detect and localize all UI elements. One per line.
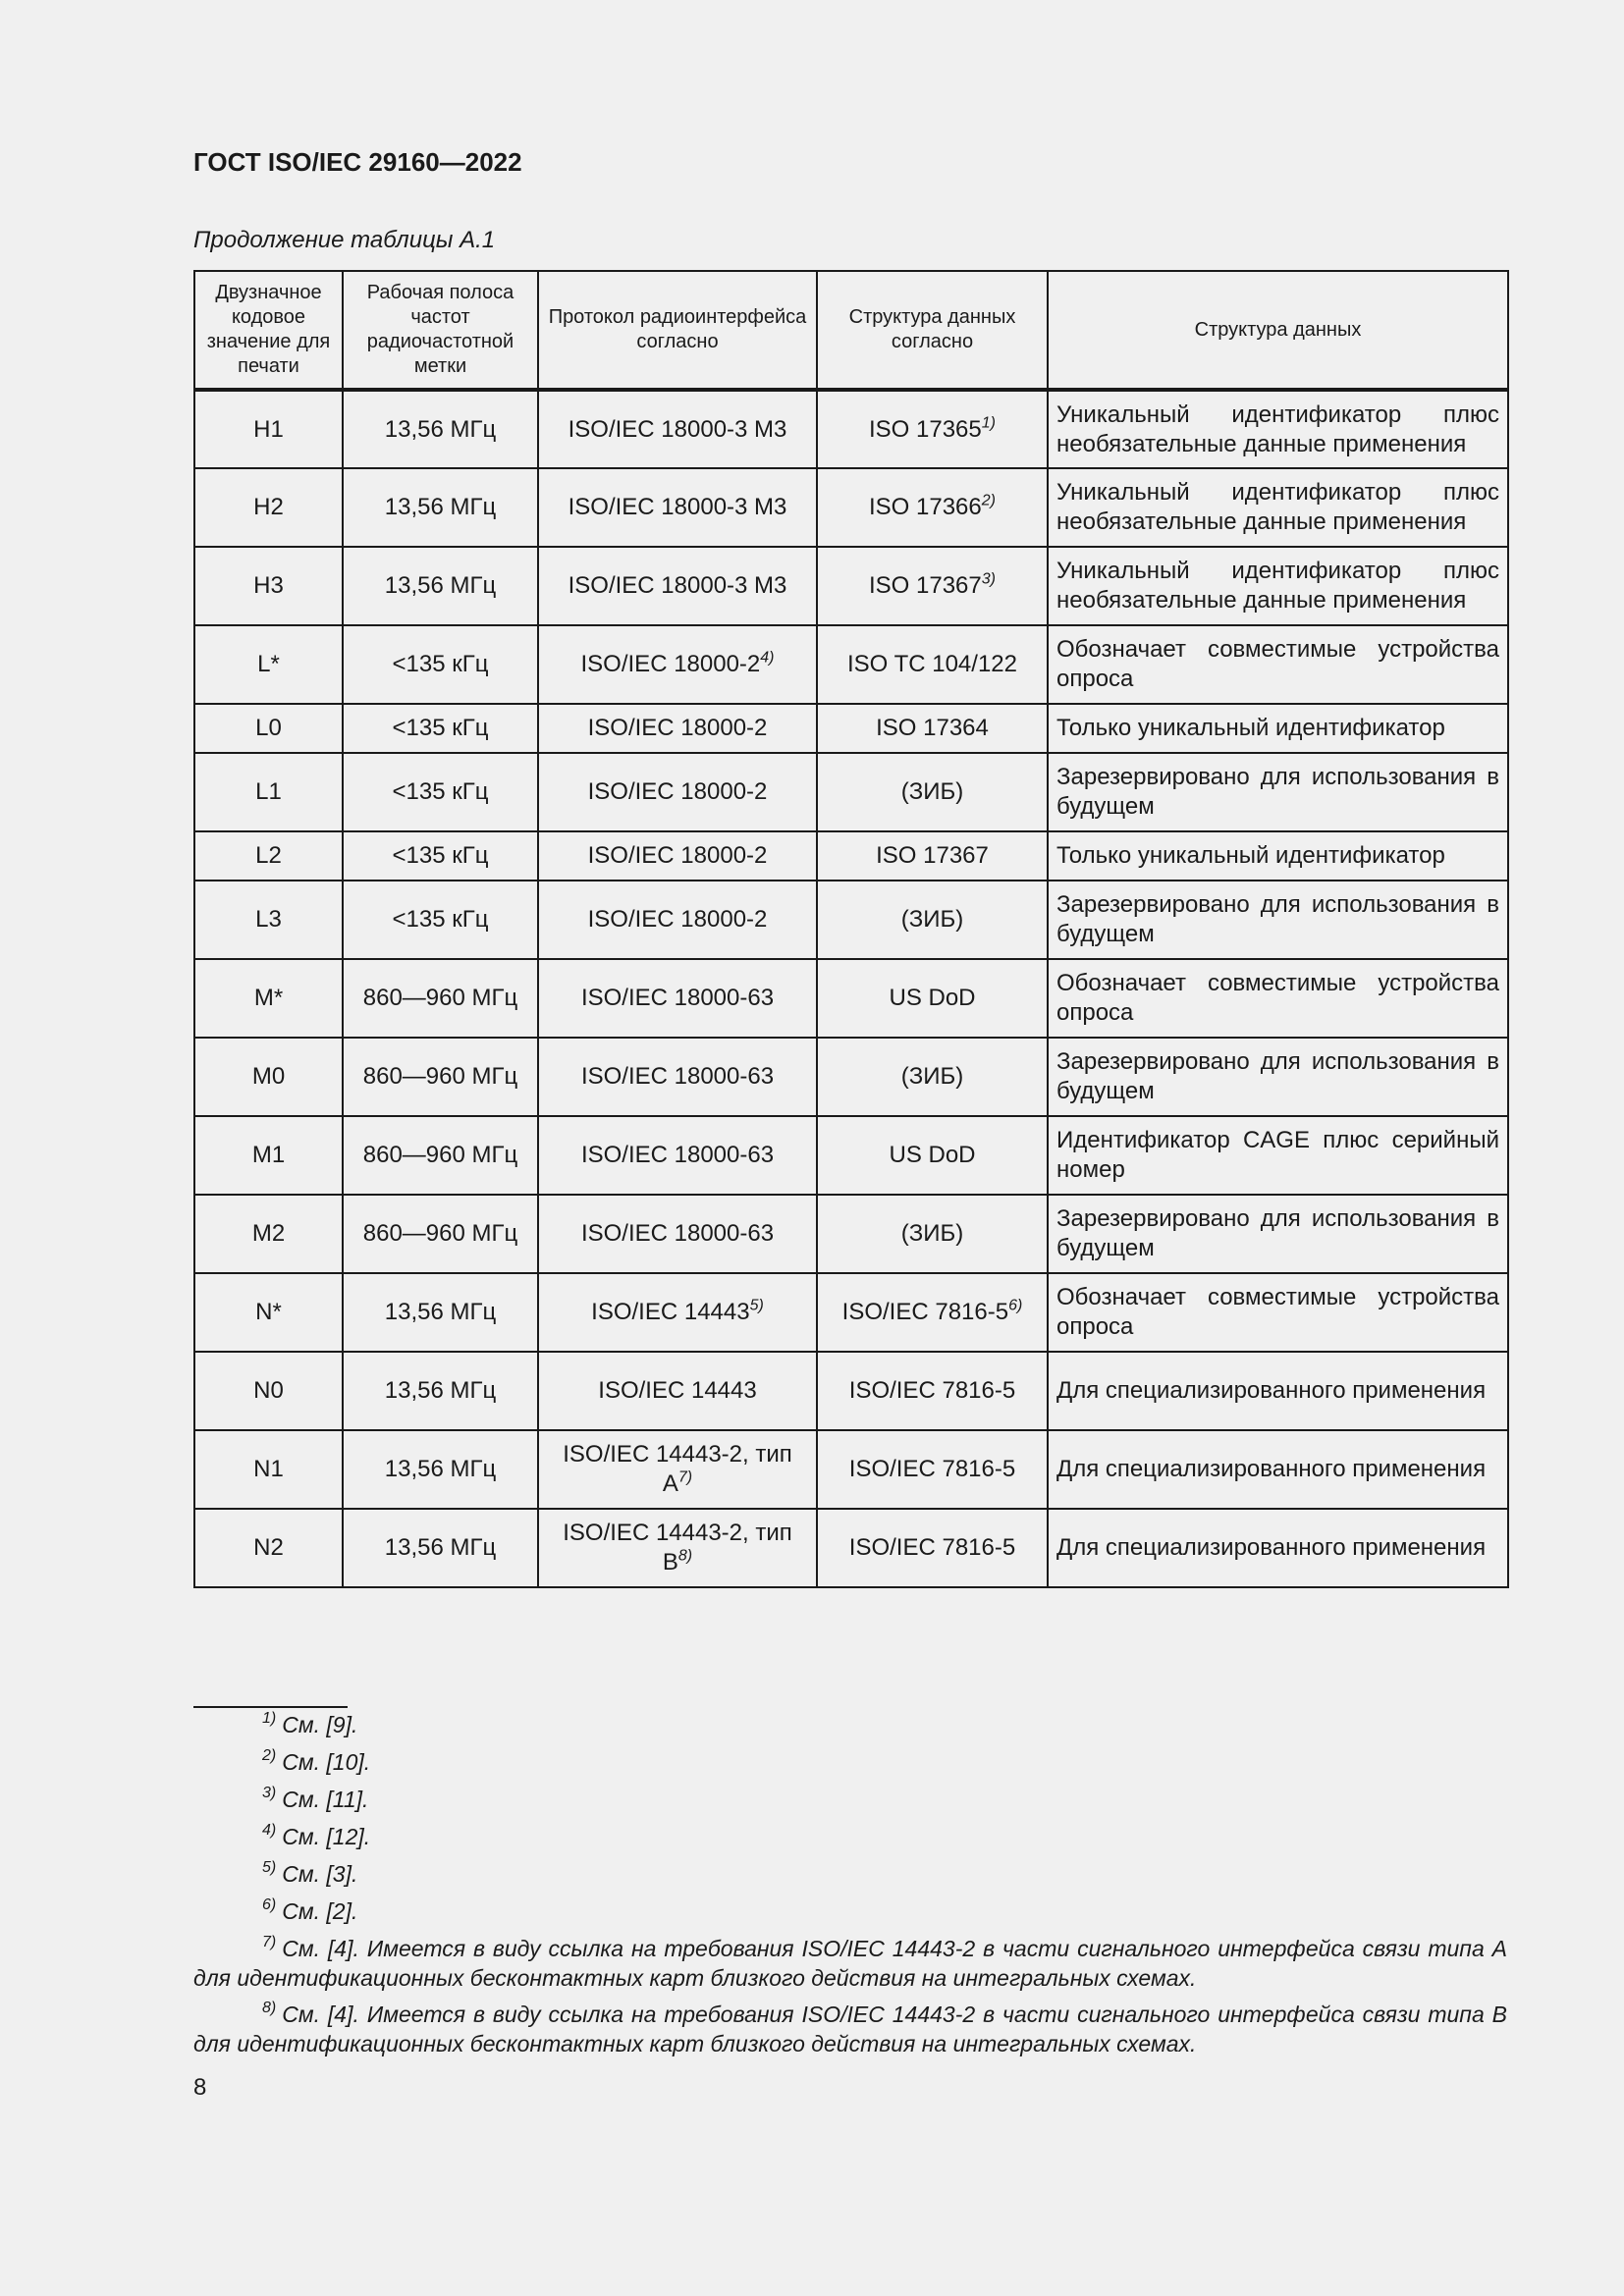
protocol-value: ISO/IEC 18000-63 bbox=[580, 1220, 775, 1247]
description-value: Зарезервировано для использования в будущем bbox=[1056, 764, 1499, 820]
structure-value: ISO/IEC 7816-5 bbox=[848, 1456, 1016, 1482]
footnote bbox=[193, 2000, 1507, 2058]
footnote bbox=[193, 1859, 1507, 1889]
structure-value: ISO/IEC 7816-5 bbox=[848, 1534, 1016, 1561]
description-value: Зарезервировано для использования в будущем bbox=[1056, 1048, 1499, 1104]
cell-description bbox=[1048, 1273, 1508, 1352]
protocol-footnote-ref: 5) bbox=[749, 1297, 764, 1314]
code-value: N2 bbox=[253, 1534, 284, 1561]
protocol-value: ISO/IEC 18000-2 bbox=[580, 651, 761, 677]
cell-structure bbox=[817, 547, 1048, 625]
cell-code bbox=[194, 1195, 343, 1273]
footnote-text: См. [12]. bbox=[282, 1824, 371, 1849]
structure-value: ISO 17365 bbox=[869, 415, 982, 443]
cell-protocol bbox=[538, 959, 817, 1038]
cell-code bbox=[194, 1116, 343, 1195]
band-value: 860—960 МГц bbox=[362, 985, 518, 1011]
cell-protocol bbox=[538, 1509, 817, 1587]
cell-structure bbox=[817, 1273, 1048, 1352]
footnote bbox=[193, 1785, 1507, 1814]
table-row bbox=[194, 1116, 1508, 1195]
cell-code bbox=[194, 1273, 343, 1352]
cell-band bbox=[343, 704, 538, 753]
description-value: Только уникальный идентификатор bbox=[1056, 842, 1445, 869]
description-value: Уникальный идентификатор плюс необязательные данные применения bbox=[1056, 400, 1499, 457]
code-value: H3 bbox=[253, 572, 284, 599]
protocol-footnote-ref: 8) bbox=[677, 1547, 693, 1565]
band-value: 13,56 МГц bbox=[384, 494, 497, 520]
cell-description bbox=[1048, 1195, 1508, 1273]
code-value: M0 bbox=[251, 1063, 286, 1090]
footnote-mark: 2) bbox=[262, 1747, 277, 1765]
footnote-separator bbox=[193, 1706, 348, 1708]
cell-protocol bbox=[538, 704, 817, 753]
code-value: N1 bbox=[253, 1456, 284, 1482]
band-value: <135 кГц bbox=[392, 651, 489, 677]
band-value: <135 кГц bbox=[392, 778, 489, 805]
band-value: 13,56 МГц bbox=[384, 1456, 497, 1482]
protocol-value: ISO/IEC 14443-2, тип В bbox=[563, 1520, 792, 1575]
structure-value: ISO 17367 bbox=[869, 572, 982, 599]
cell-protocol bbox=[538, 625, 817, 704]
protocol-value: ISO/IEC 14443 bbox=[598, 1377, 757, 1404]
data-table bbox=[193, 270, 1509, 1588]
table-row bbox=[194, 390, 1508, 468]
band-value: 13,56 МГц bbox=[384, 572, 497, 599]
cell-protocol bbox=[538, 1430, 817, 1509]
table-row bbox=[194, 753, 1508, 831]
footnote-mark: 8) bbox=[262, 2000, 277, 2017]
protocol-footnote-ref: 7) bbox=[677, 1468, 693, 1486]
footnote-text: См. [3]. bbox=[282, 1861, 358, 1887]
cell-description bbox=[1048, 1116, 1508, 1195]
cell-band bbox=[343, 1273, 538, 1352]
cell-band bbox=[343, 547, 538, 625]
description-value: Для специализированного применения bbox=[1056, 1534, 1487, 1561]
footnote-text: См. [2]. bbox=[282, 1898, 358, 1924]
structure-footnote-ref: 1) bbox=[981, 413, 996, 431]
cell-structure bbox=[817, 1509, 1048, 1587]
cell-protocol bbox=[538, 1273, 817, 1352]
table-row bbox=[194, 1509, 1508, 1587]
structure-value: US DoD bbox=[889, 985, 976, 1011]
cell-protocol bbox=[538, 1116, 817, 1195]
cell-code bbox=[194, 959, 343, 1038]
column-header-structure-standard: Структура данных согласно bbox=[817, 271, 1048, 390]
cell-band bbox=[343, 1116, 538, 1195]
footnote-text: См. [9]. bbox=[282, 1712, 358, 1737]
cell-band bbox=[343, 959, 538, 1038]
cell-band bbox=[343, 1430, 538, 1509]
description-value: Обозначает совместимые устройства опроса bbox=[1056, 970, 1499, 1026]
band-value: <135 кГц bbox=[392, 842, 489, 869]
table-row bbox=[194, 881, 1508, 959]
code-value: L0 bbox=[255, 715, 282, 741]
protocol-value: ISO/IEC 18000-2 bbox=[587, 715, 768, 741]
cell-structure bbox=[817, 1116, 1048, 1195]
document-code: ГОСТ ISO/IEC 29160—2022 bbox=[193, 147, 522, 177]
description-value: Зарезервировано для использования в будущем bbox=[1056, 1205, 1499, 1261]
cell-code bbox=[194, 625, 343, 704]
footnote-mark: 3) bbox=[262, 1785, 277, 1802]
cell-description bbox=[1048, 468, 1508, 547]
structure-footnote-ref: 2) bbox=[981, 492, 996, 509]
structure-value: ISO 17366 bbox=[869, 494, 982, 520]
structure-value: (ЗИБ) bbox=[900, 906, 964, 933]
cell-band bbox=[343, 1509, 538, 1587]
cell-band bbox=[343, 1195, 538, 1273]
cell-description bbox=[1048, 390, 1508, 468]
cell-structure bbox=[817, 1430, 1048, 1509]
cell-description bbox=[1048, 625, 1508, 704]
table-row bbox=[194, 547, 1508, 625]
code-value: L2 bbox=[255, 842, 282, 869]
protocol-value: ISO/IEC 18000-63 bbox=[580, 1063, 775, 1090]
footnote bbox=[193, 1934, 1507, 1993]
band-value: 13,56 МГц bbox=[384, 1299, 497, 1325]
code-value: L1 bbox=[255, 778, 282, 805]
footnote-mark: 1) bbox=[262, 1710, 277, 1728]
cell-code bbox=[194, 753, 343, 831]
band-value: 860—960 МГц bbox=[362, 1142, 518, 1168]
table-row bbox=[194, 625, 1508, 704]
cell-band bbox=[343, 1352, 538, 1430]
code-value: L3 bbox=[255, 906, 282, 933]
code-value: N* bbox=[255, 1299, 282, 1325]
page-number: 8 bbox=[193, 2074, 207, 2101]
table-row bbox=[194, 959, 1508, 1038]
cell-band bbox=[343, 831, 538, 881]
cell-code bbox=[194, 881, 343, 959]
table-row bbox=[194, 1352, 1508, 1430]
cell-code bbox=[194, 1430, 343, 1509]
table-row bbox=[194, 468, 1508, 547]
cell-structure bbox=[817, 1352, 1048, 1430]
cell-structure bbox=[817, 881, 1048, 959]
protocol-value: ISO/IEC 18000-2 bbox=[587, 842, 768, 869]
description-value: Уникальный идентификатор плюс необязательные данные применения bbox=[1056, 479, 1499, 535]
description-value: Для специализированного применения bbox=[1056, 1456, 1487, 1482]
table-body bbox=[194, 390, 1508, 1587]
cell-code bbox=[194, 831, 343, 881]
cell-description bbox=[1048, 547, 1508, 625]
table-row bbox=[194, 1273, 1508, 1352]
code-value: M* bbox=[253, 985, 284, 1011]
column-header-code: Двузначное кодовое значение для печати bbox=[194, 271, 343, 390]
footnote bbox=[193, 1896, 1507, 1926]
table-caption: Продолжение таблицы А.1 bbox=[193, 227, 496, 253]
cell-structure bbox=[817, 1038, 1048, 1116]
cell-protocol bbox=[538, 468, 817, 547]
description-value: Обозначает совместимые устройства опроса bbox=[1056, 636, 1499, 692]
footnote-text: См. [10]. bbox=[282, 1749, 371, 1775]
cell-structure bbox=[817, 1195, 1048, 1273]
cell-protocol bbox=[538, 1038, 817, 1116]
band-value: <135 кГц bbox=[392, 715, 489, 741]
band-value: <135 кГц bbox=[392, 906, 489, 933]
cell-code bbox=[194, 1038, 343, 1116]
code-value: N0 bbox=[253, 1377, 284, 1404]
cell-band bbox=[343, 881, 538, 959]
code-value: M2 bbox=[251, 1220, 286, 1247]
cell-structure bbox=[817, 704, 1048, 753]
protocol-value: ISO/IEC 18000-2 bbox=[587, 906, 768, 933]
structure-footnote-ref: 3) bbox=[981, 570, 996, 588]
band-value: 13,56 МГц bbox=[384, 1377, 497, 1404]
column-header-protocol: Протокол радиоинтерфейса согласно bbox=[538, 271, 817, 390]
code-value: H2 bbox=[253, 494, 284, 520]
band-value: 860—960 МГц bbox=[362, 1063, 518, 1090]
structure-value: US DoD bbox=[889, 1142, 976, 1168]
cell-code bbox=[194, 547, 343, 625]
code-value: M1 bbox=[251, 1142, 286, 1168]
structure-value: ISO TC 104/122 bbox=[847, 651, 1017, 677]
protocol-footnote-ref: 4) bbox=[760, 649, 775, 667]
table-header-row bbox=[194, 271, 1508, 390]
description-value: Только уникальный идентификатор bbox=[1056, 715, 1445, 741]
code-value: H1 bbox=[253, 415, 284, 443]
cell-code bbox=[194, 468, 343, 547]
structure-value: (ЗИБ) bbox=[900, 1063, 964, 1090]
code-value: L* bbox=[257, 651, 280, 677]
description-value: Уникальный идентификатор плюс необязательные данные применения bbox=[1056, 558, 1499, 614]
cell-structure bbox=[817, 625, 1048, 704]
cell-description bbox=[1048, 704, 1508, 753]
structure-value: ISO 17367 bbox=[876, 842, 989, 869]
structure-value: (ЗИБ) bbox=[900, 778, 964, 805]
description-value: Обозначает совместимые устройства опроса bbox=[1056, 1284, 1499, 1340]
structure-value: ISO 17364 bbox=[876, 715, 989, 741]
cell-description bbox=[1048, 881, 1508, 959]
protocol-value: ISO/IEC 18000-3 M3 bbox=[568, 572, 787, 599]
structure-value: ISO/IEC 7816-5 bbox=[841, 1299, 1009, 1325]
cell-band bbox=[343, 468, 538, 547]
footnote-mark: 7) bbox=[262, 1934, 277, 1951]
cell-description bbox=[1048, 753, 1508, 831]
description-value: Зарезервировано для использования в будущем bbox=[1056, 891, 1499, 947]
protocol-value: ISO/IEC 18000-3 M3 bbox=[568, 415, 787, 443]
band-value: 13,56 МГц bbox=[384, 415, 497, 443]
description-value: Для специализированного применения bbox=[1056, 1377, 1487, 1404]
cell-protocol bbox=[538, 831, 817, 881]
cell-description bbox=[1048, 1038, 1508, 1116]
footnote-text: См. [4]. Имеется в виду ссылка на требования ISO/IEC 14443-2 в части сигнального интерфейса связи типа В для идентификационных бесконтактных карт близкого действия на интегральных схемах. bbox=[193, 2002, 1507, 2056]
footnote-text: См. [4]. Имеется в виду ссылка на требования ISO/IEC 14443-2 в части сигнального интерфейса связи типа А для идентификационных бесконтактных карт близкого действия на интегральных схемах. bbox=[193, 1936, 1507, 1991]
cell-code bbox=[194, 1352, 343, 1430]
cell-code bbox=[194, 390, 343, 468]
cell-protocol bbox=[538, 390, 817, 468]
cell-protocol bbox=[538, 881, 817, 959]
cell-code bbox=[194, 704, 343, 753]
cell-description bbox=[1048, 831, 1508, 881]
column-header-data-structure: Структура данных bbox=[1048, 271, 1508, 390]
cell-structure bbox=[817, 959, 1048, 1038]
protocol-value: ISO/IEC 14443 bbox=[591, 1299, 750, 1325]
table-row bbox=[194, 704, 1508, 753]
cell-protocol bbox=[538, 753, 817, 831]
structure-value: (ЗИБ) bbox=[900, 1220, 964, 1247]
description-value: Идентификатор CAGE плюс серийный номер bbox=[1056, 1127, 1499, 1183]
cell-description bbox=[1048, 1430, 1508, 1509]
cell-band bbox=[343, 1038, 538, 1116]
band-value: 13,56 МГц bbox=[384, 1534, 497, 1561]
cell-description bbox=[1048, 1352, 1508, 1430]
cell-protocol bbox=[538, 547, 817, 625]
footnote-mark: 6) bbox=[262, 1896, 277, 1914]
structure-footnote-ref: 6) bbox=[1008, 1297, 1023, 1314]
cell-band bbox=[343, 390, 538, 468]
protocol-value: ISO/IEC 18000-63 bbox=[580, 1142, 775, 1168]
cell-description bbox=[1048, 1509, 1508, 1587]
cell-structure bbox=[817, 753, 1048, 831]
footnote-mark: 4) bbox=[262, 1822, 277, 1840]
protocol-value: ISO/IEC 14443-2, тип А bbox=[563, 1441, 792, 1497]
footnote-mark: 5) bbox=[262, 1859, 277, 1877]
cell-protocol bbox=[538, 1195, 817, 1273]
footnote bbox=[193, 1710, 1507, 1739]
cell-structure bbox=[817, 831, 1048, 881]
table-row bbox=[194, 1430, 1508, 1509]
footnote bbox=[193, 1747, 1507, 1777]
cell-protocol bbox=[538, 1352, 817, 1430]
table-row bbox=[194, 1195, 1508, 1273]
column-header-band: Рабочая полоса частот радиочастотной метки bbox=[343, 271, 538, 390]
cell-structure bbox=[817, 468, 1048, 547]
protocol-value: ISO/IEC 18000-2 bbox=[587, 778, 768, 805]
footnote-text: См. [11]. bbox=[282, 1787, 369, 1812]
structure-value: ISO/IEC 7816-5 bbox=[848, 1377, 1016, 1404]
cell-band bbox=[343, 753, 538, 831]
footnotes-list bbox=[193, 1710, 1507, 2065]
table-row bbox=[194, 831, 1508, 881]
protocol-value: ISO/IEC 18000-3 M3 bbox=[568, 494, 787, 520]
cell-code bbox=[194, 1509, 343, 1587]
cell-structure bbox=[817, 390, 1048, 468]
table-row bbox=[194, 1038, 1508, 1116]
cell-band bbox=[343, 625, 538, 704]
cell-description bbox=[1048, 959, 1508, 1038]
footnote bbox=[193, 1822, 1507, 1851]
protocol-value: ISO/IEC 18000-63 bbox=[580, 985, 775, 1011]
band-value: 860—960 МГц bbox=[362, 1220, 518, 1247]
